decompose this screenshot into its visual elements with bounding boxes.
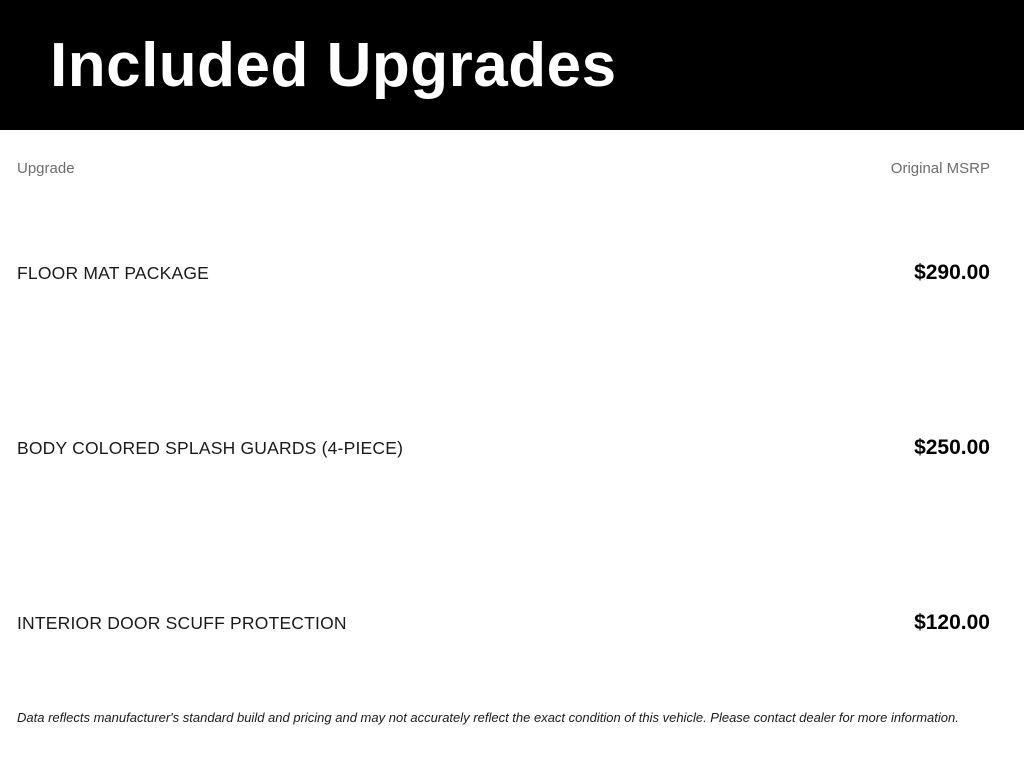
upgrade-name: BODY COLORED SPLASH GUARDS (4-PIECE) bbox=[17, 437, 404, 458]
table-row bbox=[17, 608, 990, 638]
disclaimer-text: Data reflects manufacturer's standard build and pricing and may not accurately reflect the exact condition of this vehicle. Please contact dealer for more information. bbox=[17, 710, 959, 725]
table-column-headers bbox=[17, 160, 990, 177]
upgrade-name: FLOOR MAT PACKAGE bbox=[17, 262, 210, 283]
upgrade-price: $120.00 bbox=[914, 611, 990, 634]
column-header-upgrade: Upgrade bbox=[17, 160, 75, 177]
table-row bbox=[17, 258, 990, 288]
table-row bbox=[17, 433, 990, 463]
upgrade-name: INTERIOR DOOR SCUFF PROTECTION bbox=[17, 612, 347, 633]
upgrade-price: $250.00 bbox=[914, 436, 990, 459]
upgrade-price: $290.00 bbox=[914, 261, 990, 284]
header-band bbox=[0, 0, 1024, 130]
column-header-original-msrp: Original MSRP bbox=[890, 160, 990, 177]
page-title: Included Upgrades bbox=[50, 30, 617, 100]
